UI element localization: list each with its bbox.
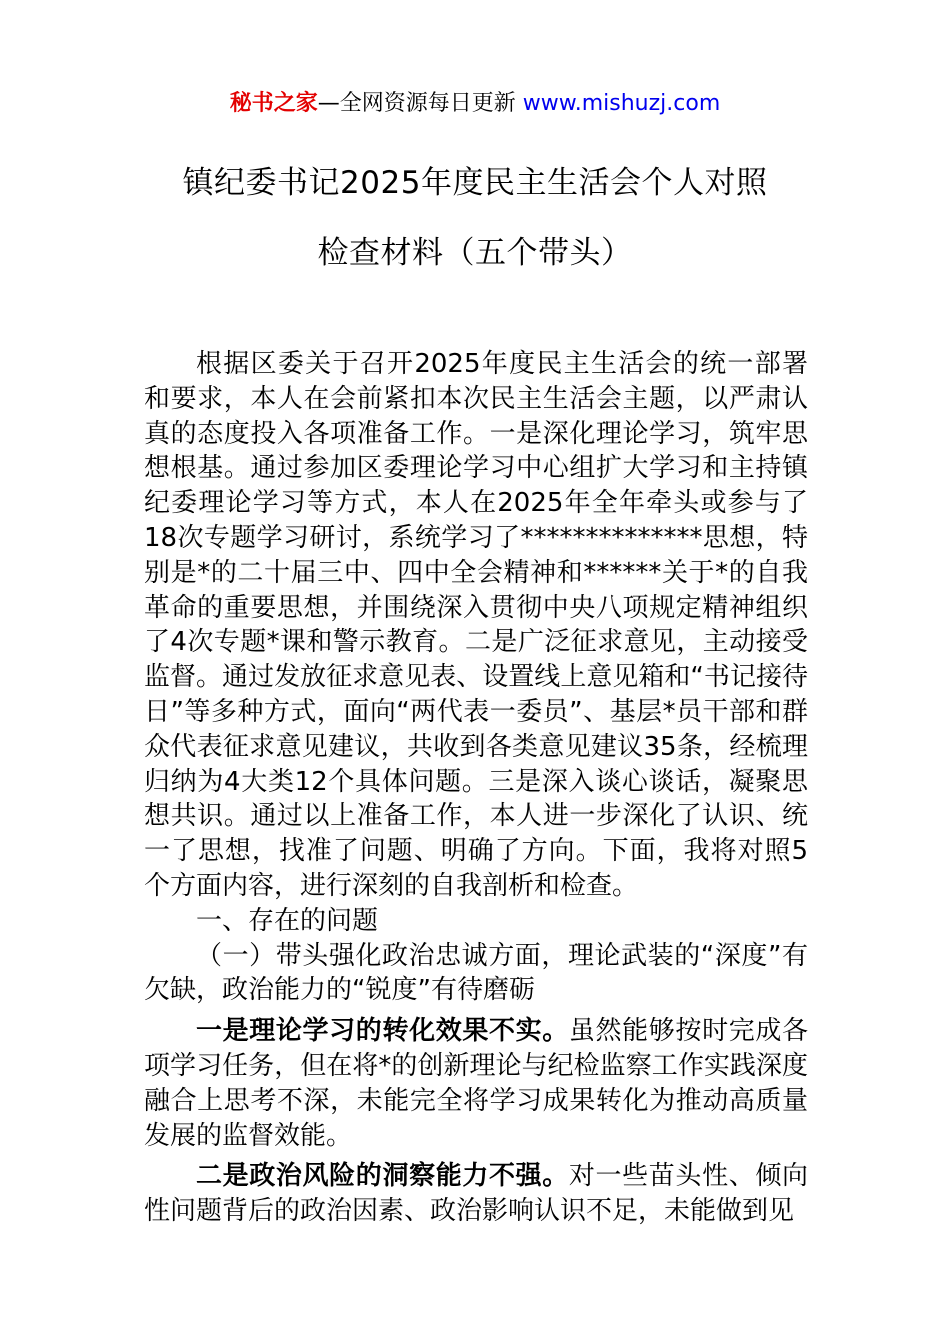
title-line-1: 镇纪委书记2025年度民主生活会个人对照 bbox=[182, 165, 768, 201]
point-2-text: 对一些苗头性、倾向性问题背后的政治因素、政治影响认识不足，未能做到见 bbox=[144, 1161, 808, 1227]
point-paragraph-1 bbox=[144, 1014, 808, 1153]
section-heading-problems: 一、存在的问题 bbox=[196, 905, 379, 936]
subsection-heading-1: （一）带头强化政治忠诚方面，理论武装的“深度”有欠缺，政治能力的“锐度”有待磨砺 bbox=[144, 940, 808, 1006]
document-title bbox=[0, 160, 950, 276]
document-body bbox=[144, 347, 808, 1229]
point-1-text: 虽然能够按时完成各项学习任务，但在将*的创新理论与纪检监察工作实践深度融合上思考不深，未能完全将学习成果转化为推动高质量发展的监督效能。 bbox=[144, 1016, 808, 1151]
title-line-2: 检查材料（五个带头） bbox=[317, 235, 633, 271]
point-1-lead: 一是理论学习的转化效果不实。 bbox=[196, 1016, 569, 1047]
site-header bbox=[0, 88, 950, 120]
header-tagline: —全网资源每日更新 bbox=[317, 91, 523, 116]
site-url-link[interactable]: www.mishuzj.com bbox=[522, 91, 721, 116]
point-paragraph-2 bbox=[144, 1159, 808, 1229]
intro-paragraph: 根据区委关于召开2025年度民主生活会的统一部署和要求，本人在会前紧扣本次民主生活会主题，以严肃认真的态度投入各项准备工作。一是深化理论学习，筑牢思想根基。通过参加区委理论学习中心组扩大学习和主持镇纪委理论学习等方式，本人在2025年全年牵头或参与了18次专题学习研讨，系统学习了**************思想，特别是*的二十届三中、四中全会精神和******关于*的自我革命的重要思想，并围绕深入贯彻中央八项规定精神组织了4次专题*课和警示教育。二是广泛征求意见，主动接受监督。通过发放征求意见表、设置线上意见箱和“书记接待日”等多种方式，面向“两代表一委员”、基层*员干部和群众代表征求意见建议，共收到各类意见建议35条，经梳理归纳为4大类12个具体问题。三是深入谈心谈话，凝聚思想共识。通过以上准备工作，本人进一步深化了认识、统一了思想，找准了问题、明确了方向。下面，我将对照5个方面内容，进行深刻的自我剖析和检查。 bbox=[144, 349, 808, 901]
point-2-lead: 二是政治风险的洞察能力不强。 bbox=[196, 1161, 569, 1192]
brand-name: 秘书之家 bbox=[229, 91, 318, 116]
